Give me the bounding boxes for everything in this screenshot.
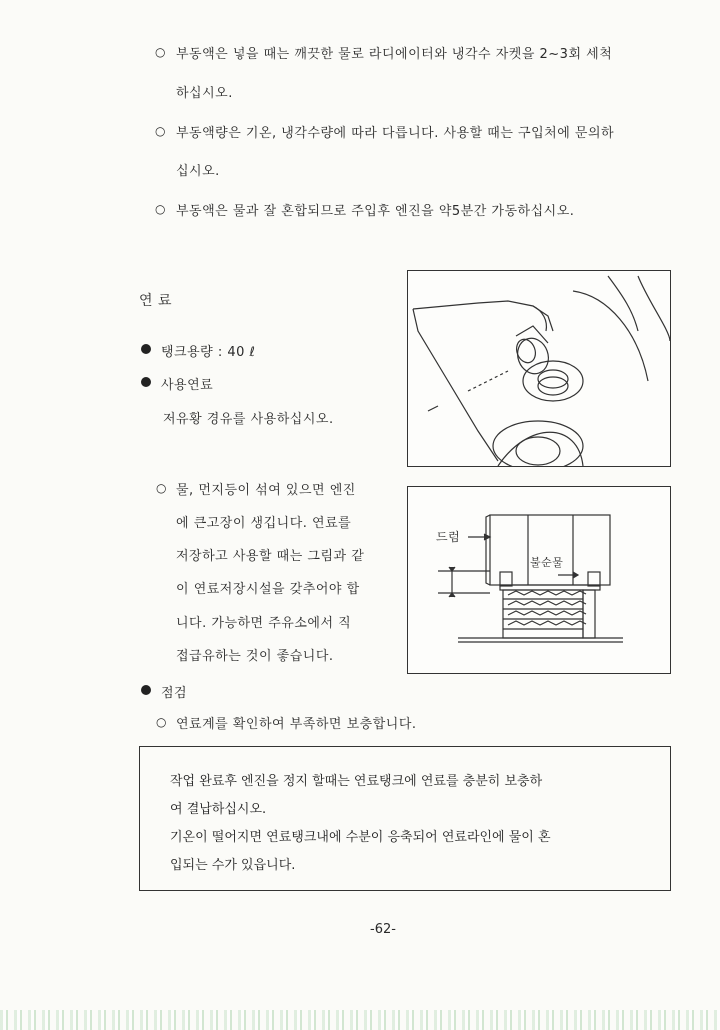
drum-figure — [407, 486, 671, 674]
text-line: 부동액량은 기온, 냉각수량에 따라 다릅니다. 사용할 때는 구입처에 문의하 — [176, 126, 615, 141]
text-line: 니다. 가능하면 주유소에서 직 — [176, 616, 352, 631]
notice-line: 작업 완료후 엔진을 정지 할때는 연료탱크에 연료를 충분히 보충하 — [170, 774, 543, 789]
fuel-used-heading: 사용연료 — [161, 378, 214, 393]
refuel-illustration — [408, 271, 670, 466]
text-line: 부동액은 물과 잘 혼합되므로 주입후 엔진을 약5분간 가동하십시오. — [176, 204, 575, 219]
notice-box — [139, 746, 671, 891]
bullet-marker: ○ — [155, 202, 166, 216]
text-line: 하십시오. — [176, 86, 233, 101]
text-line: 부동액은 넣을 때는 깨끗한 물로 라디에이터와 냉각수 자켓을 2~3회 세척 — [176, 47, 613, 62]
text-line: 물, 먼지등이 섞여 있으면 엔진 — [176, 483, 356, 498]
bullet-marker: ○ — [156, 481, 167, 495]
filled-bullet-icon — [141, 344, 151, 354]
page-number: -62- — [370, 922, 396, 937]
section-title: 연 료 — [139, 293, 172, 309]
notice-line: 기온이 떨어지면 연료탱크내에 수분이 응축되어 연료라인에 물이 혼 — [170, 830, 551, 845]
fuel-used-text: 저유황 경유를 사용하십시오. — [163, 412, 334, 427]
text-line: 에 큰고장이 생깁니다. 연료를 — [176, 516, 352, 531]
text-line: 저장하고 사용할 때는 그림과 같 — [176, 549, 365, 564]
notice-line: 입되는 수가 있읍니다. — [170, 858, 296, 873]
drum-label: 드럼 — [436, 530, 461, 544]
text-line: 이 연료저장시설을 갖추어야 합 — [176, 582, 360, 597]
sediment-label: 불순물 — [530, 556, 564, 569]
tank-capacity: 탱크용량 : 40 ℓ — [161, 345, 256, 360]
text-line: 접급유하는 것이 좋습니다. — [176, 649, 334, 664]
notice-line: 여 결납하십시오. — [170, 802, 267, 817]
drum-illustration — [408, 487, 670, 673]
filled-bullet-icon — [141, 685, 151, 695]
bullet-marker: ○ — [156, 715, 167, 729]
inspection-text: 연료계를 확인하여 부족하면 보충합니다. — [176, 717, 417, 732]
scan-artifact-strip — [0, 1010, 720, 1030]
filled-bullet-icon — [141, 377, 151, 387]
bullet-marker: ○ — [155, 124, 166, 138]
refuel-figure — [407, 270, 671, 467]
inspection-heading: 점검 — [161, 686, 188, 701]
bullet-marker: ○ — [155, 45, 166, 59]
text-line: 십시오. — [176, 164, 220, 179]
